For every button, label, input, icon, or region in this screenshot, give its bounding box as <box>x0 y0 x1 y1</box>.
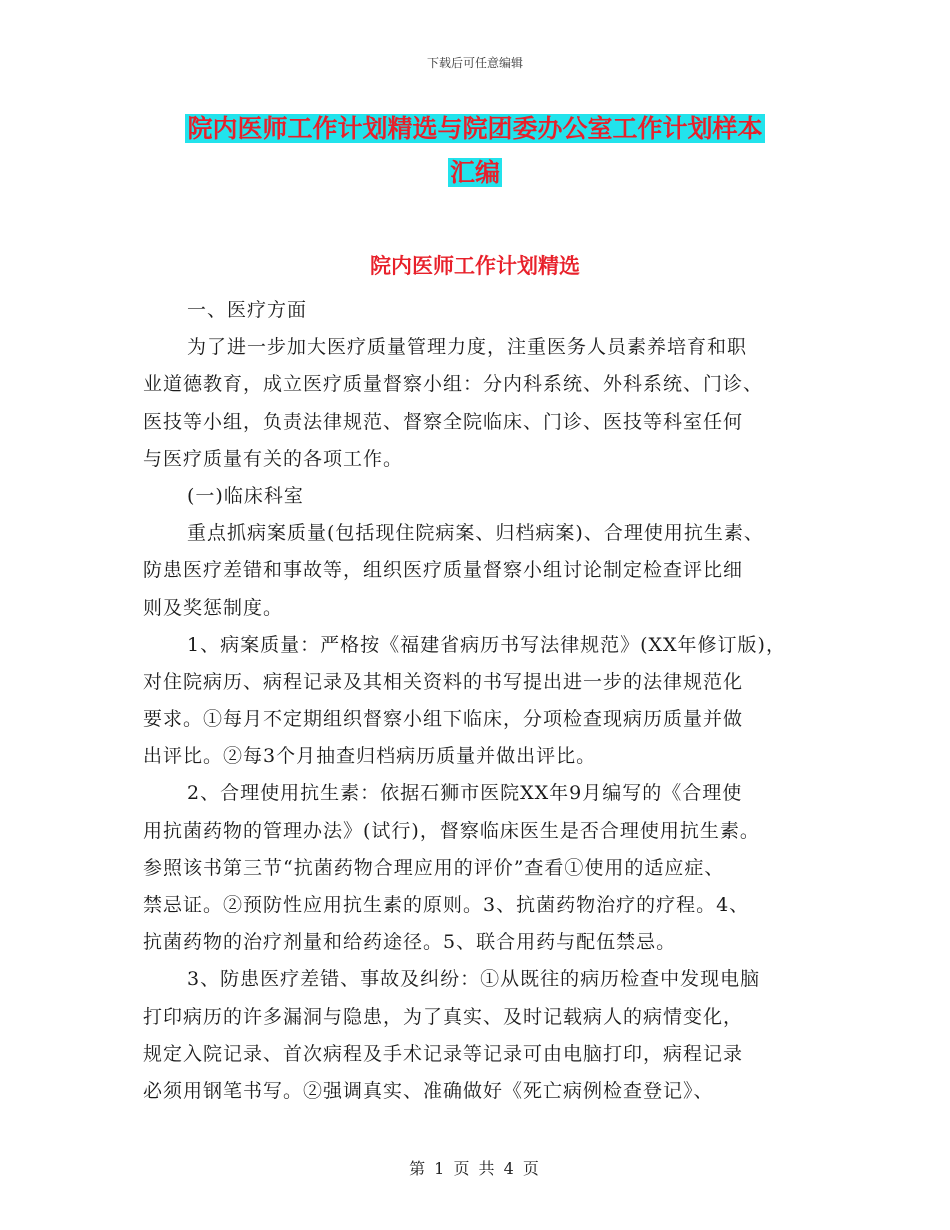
body-line: 一、医疗方面 <box>187 299 308 321</box>
body-line: 禁忌证。②预防性应用抗生素的原则。3、抗菌药物治疗的疗程。4、 <box>143 894 750 916</box>
body-line: 打印病历的许多漏洞与隐患，为了真实、及时记载病人的病情变化， <box>143 1005 744 1028</box>
body-line: 规定入院记录、首次病程及手术记录等记录可由电脑打印，病程记录 <box>143 1042 744 1065</box>
document-title-line-2 <box>0 156 950 190</box>
body-line: 则及奖惩制度。 <box>143 596 284 619</box>
section-title: 院内医师工作计划精选 <box>370 253 580 278</box>
document-title-line-1 <box>0 112 950 146</box>
header-note: 下载后可任意编辑 <box>426 56 523 70</box>
body-line: 2、合理使用抗生素：依据石狮市医院XX年9月编写的《合理使 <box>187 782 743 805</box>
body-line: 防患医疗差错和事故等，组织医疗质量督察小组讨论制定检查评比细 <box>143 559 744 582</box>
body-line: 要求。①每月不定期组织督察小组下临床，分项检查现病历质量并做 <box>143 708 744 731</box>
body-line: (一)临床科室 <box>187 484 304 507</box>
page-footer: 第 1 页 共 4 页 <box>409 1159 541 1178</box>
body-line: 对住院病历、病程记录及其相关资料的书写提出进一步的法律规范化 <box>143 670 744 693</box>
body-line: 抗菌药物的治疗剂量和给药途径。5、联合用药与配伍禁忌。 <box>143 931 677 954</box>
body-line: 与医疗质量有关的各项工作。 <box>143 447 404 470</box>
body-line: 用抗菌药物的管理办法》(试行)，督察临床医生是否合理使用抗生素。 <box>143 819 760 842</box>
body-line: 3、防患医疗差错、事故及纠纷：①从既往的病历检查中发现电脑 <box>187 968 761 991</box>
body-line: 出评比。②每3个月抽查归档病历质量并做出评比。 <box>143 745 597 768</box>
document-title-text-2: 汇编 <box>449 158 500 187</box>
body-line: 为了进一步加大医疗质量管理力度，注重医务人员素养培育和职 <box>187 336 748 359</box>
body-line: 业道德教育，成立医疗质量督察小组：分内科系统、外科系统、门诊、 <box>143 373 764 396</box>
document-body <box>143 292 843 1110</box>
body-line: 必须用钢笔书写。②强调真实、准确做好《死亡病例检查登记》、 <box>143 1079 714 1102</box>
body-line: 参照该书第三节“抗菌药物合理应用的评价”查看①使用的适应症、 <box>143 856 725 879</box>
body-line: 1、病案质量：严格按《福建省病历书写法律规范》(XX年修订版)， <box>187 633 786 656</box>
body-line: 医技等小组，负责法律规范、督察全院临床、门诊、医技等科室任何 <box>143 410 744 433</box>
body-line: 重点抓病案质量(包括现住院病案、归档病案)、合理使用抗生素、 <box>187 522 764 545</box>
document-title-text-1: 院内医师工作计划精选与院团委办公室工作计划样本 <box>187 114 763 143</box>
